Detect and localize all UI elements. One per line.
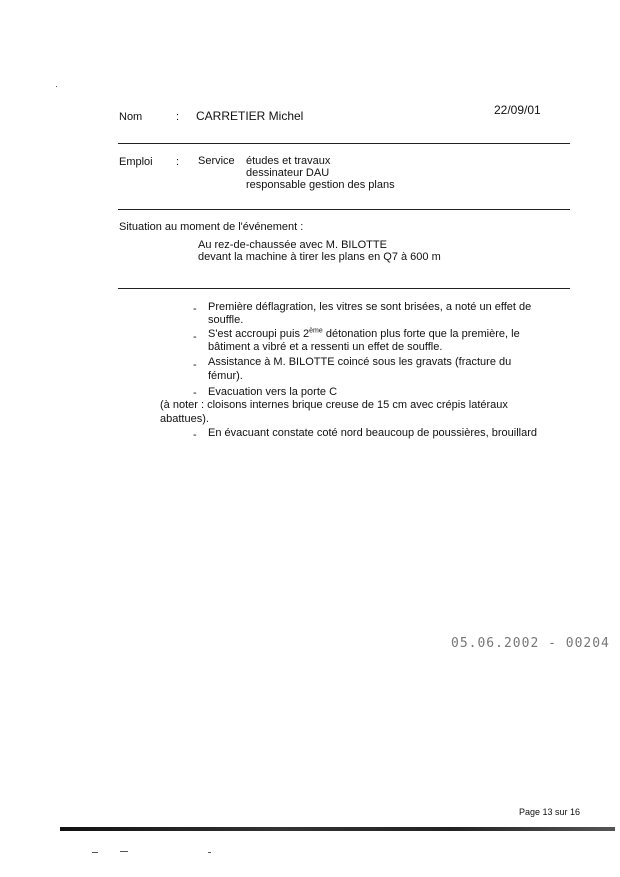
date-stamp: 05.06.2002 - 00204 [451, 635, 610, 652]
service-label: Service [198, 155, 235, 167]
event-3-line-2: fémur). [208, 370, 243, 382]
bullet-dash: - [193, 429, 197, 441]
name-label: Nom [119, 111, 143, 123]
note-line-1: (à noter : cloisons internes brique creuse de 15 cm avec crépis latéraux [160, 399, 508, 411]
document-date: 22/09/01 [494, 103, 541, 117]
event-2-superscript: ème [309, 327, 323, 335]
separator-rule-2 [118, 209, 570, 210]
event-1-line-2: souffle. [208, 314, 244, 326]
job-line-3: responsable gestion des plans [246, 179, 395, 191]
bullet-dash: - [193, 303, 197, 315]
event-2-text-before: S'est accroupi puis 2 [208, 328, 310, 340]
scan-speck [120, 851, 128, 852]
bullet-dash: - [193, 387, 197, 399]
event-4: Evacuation vers la porte C [208, 386, 338, 398]
note-line-2: abattues). [160, 413, 209, 425]
page-number: Page 13 sur 16 [519, 807, 581, 817]
bullet-dash: - [193, 359, 197, 371]
job-line-2: dessinateur DAU [246, 167, 330, 179]
situation-title: Situation au moment de l'événement : [119, 221, 304, 233]
job-separator: : [176, 156, 180, 168]
name-value: CARRETIER Michel [196, 109, 304, 123]
event-2-line-1 [208, 328, 520, 340]
event-5: En évacuant constate coté nord beaucoup de poussières, brouillard [208, 427, 537, 439]
footer-scan-band [60, 827, 615, 831]
situation-line-1: Au rez-de-chaussée avec M. BILOTTE [198, 239, 387, 251]
scan-speck [208, 852, 211, 853]
scan-speck [56, 86, 57, 87]
job-line-1: études et travaux [246, 155, 331, 167]
job-label: Emploi [119, 156, 153, 168]
event-2-line-2: bâtiment a vibré et a ressenti un effet de souffle. [208, 341, 443, 353]
scan-speck [92, 852, 98, 853]
event-2-text-after: détonation plus forte que la première, le [322, 328, 520, 340]
separator-rule-1 [118, 143, 570, 144]
event-1-line-1: Première déflagration, les vitres se sont brisées, a noté un effet de [208, 301, 532, 313]
situation-line-2: devant la machine à tirer les plans en Q7 à 600 m [198, 251, 441, 263]
bullet-dash: - [193, 331, 197, 343]
separator-rule-3 [118, 288, 570, 289]
name-separator: : [176, 111, 180, 123]
event-3-line-1: Assistance à M. BILOTTE coincé sous les gravats (fracture du [208, 356, 512, 368]
